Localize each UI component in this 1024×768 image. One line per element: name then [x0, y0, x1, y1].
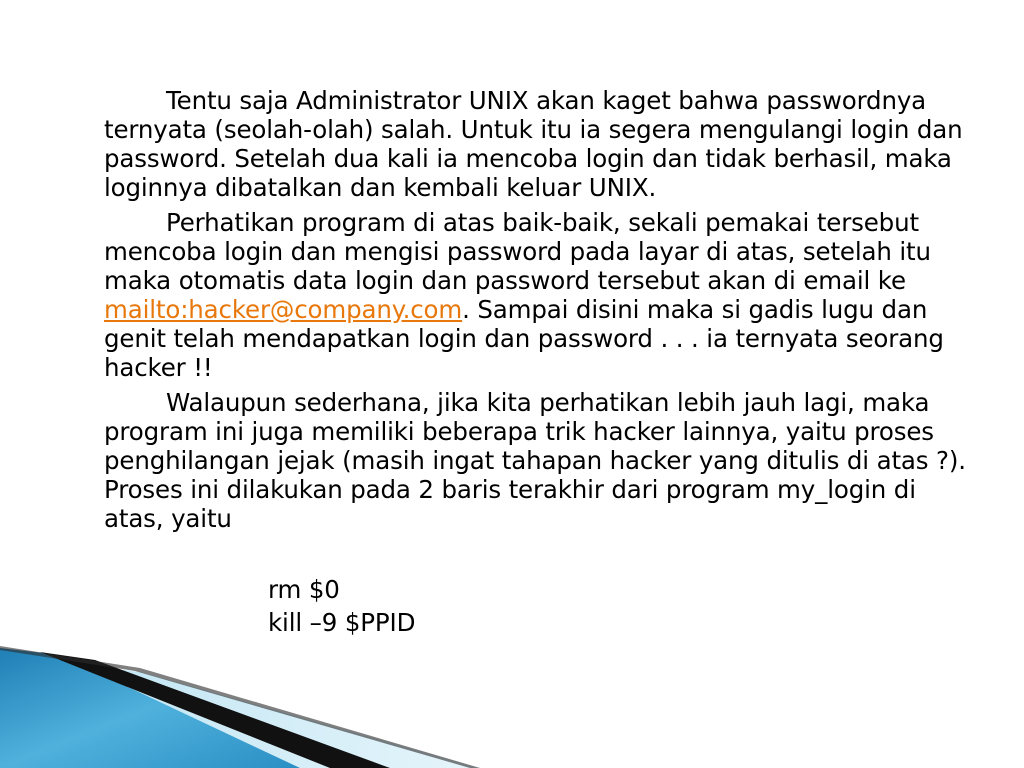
paragraph-2 [104, 208, 974, 382]
paragraph-3-text: Walaupun sederhana, jika kita perhatikan lebih jauh lagi, maka program ini juga memiliki beberapa trik hacker lainnya, yaitu proses penghilangan jejak (masih ingat tahapan hacker yang ditulis di atas ?). Proses ini dilakukan pada 2 baris terakhir dari program my_login di atas, yaitu [104, 388, 966, 533]
slide-body [104, 86, 974, 639]
code-line-1: rm $0 [268, 575, 340, 604]
paragraph-3 [104, 388, 974, 533]
code-line-2: kill –9 $PPID [268, 608, 416, 637]
email-link[interactable]: mailto:hacker@company.com [104, 295, 463, 324]
paragraph-2-text-after: . Sampai disini maka si gadis lugu dan genit telah mendapatkan login dan password . . . ia ternyata seorang hacker !! [104, 295, 944, 382]
code-block [104, 573, 974, 639]
paragraph-1 [104, 86, 974, 202]
paragraph-1-text: Tentu saja Administrator UNIX akan kaget bahwa passwordnya ternyata (seolah-olah) salah. Untuk itu ia segera mengulangi login dan password. Setelah dua kali ia mencoba login dan tidak berhasil, maka loginnya dibatalkan dan kembali keluar UNIX. [104, 86, 963, 202]
paragraph-2-text-before: Perhatikan program di atas baik-baik, sekali pemakai tersebut mencoba login dan mengisi password pada layar di atas, setelah itu maka otomatis data login dan password tersebut akan di email ke [104, 208, 931, 295]
